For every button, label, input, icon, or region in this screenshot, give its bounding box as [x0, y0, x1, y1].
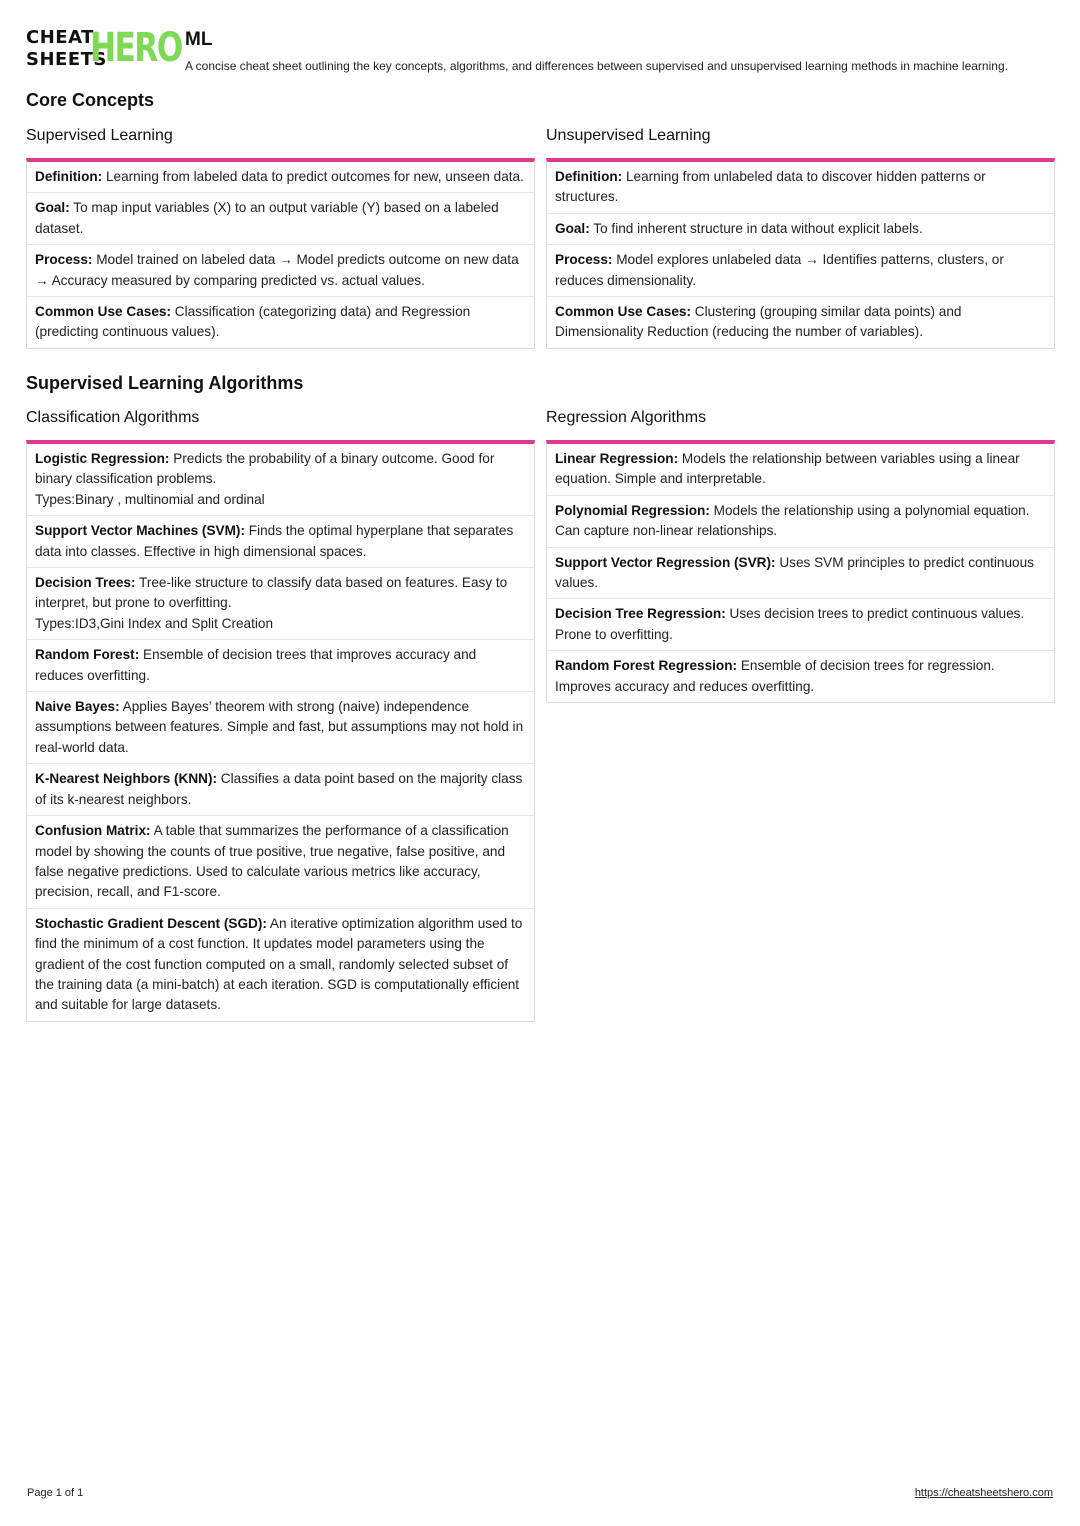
card-unsupervised-learning	[546, 124, 1055, 349]
item-term: Decision Tree Regression:	[555, 606, 726, 622]
item-text: Models the relationship between variables using a linear equation. Simple and interpretable.	[555, 451, 1020, 487]
item-text: A table that summarizes the performance of a classification model by showing the counts of true positive, true negative, false positive, and false negative predictions. Used to calculate various metrics like accuracy, precision, recall, and F1-score.	[35, 823, 509, 900]
list-item	[547, 651, 1054, 702]
list-item	[27, 640, 534, 692]
list-item	[27, 193, 534, 245]
card-title: Unsupervised Learning	[546, 127, 711, 144]
item-term: Stochastic Gradient Descent (SGD):	[35, 915, 267, 931]
section-title-supervised-algorithms: Supervised Learning Algorithms	[26, 373, 304, 393]
item-term: Polynomial Regression:	[555, 502, 710, 518]
item-term: Linear Regression:	[555, 451, 679, 466]
list-item	[547, 548, 1054, 600]
item-term: Random Forest Regression:	[555, 658, 738, 674]
list-item	[27, 516, 534, 568]
item-text: Learning from labeled data to predict outcomes for new, unseen data.	[102, 169, 524, 184]
card-classification-algorithms	[26, 406, 535, 1022]
item-text: Model trained on labeled data → Model predicts outcome on new data → Accuracy measured by comparing predicted vs. actual values.	[35, 252, 519, 288]
item-term: Confusion Matrix:	[35, 823, 151, 839]
section-title-core-concepts: Core Concepts	[26, 90, 155, 110]
card-title: Regression Algorithms	[546, 409, 707, 426]
item-term: Common Use Cases:	[35, 304, 171, 320]
item-term: Goal:	[35, 200, 70, 216]
logo-text-sheets: SHEETS	[26, 49, 107, 70]
page-title: ML	[185, 29, 213, 50]
item-text: Models the relationship using a polynomial equation. Can capture non-linear relationships.	[555, 502, 1030, 539]
item-term: Support Vector Regression (SVR):	[555, 554, 776, 570]
card-body	[546, 158, 1055, 349]
item-types: Types:Binary , multinomial and ordinal	[35, 491, 265, 507]
list-item	[27, 162, 534, 193]
title-block	[185, 28, 1008, 74]
item-text: Tree-like structure to classify data based on features. Easy to interpret, but prone to overfitting.	[35, 575, 508, 611]
item-text: Classification (categorizing data) and Regression (predicting continuous values).	[35, 304, 471, 340]
card-body	[26, 158, 535, 349]
item-types: Types:ID3,Gini Index and Split Creation	[35, 615, 274, 631]
list-item	[547, 444, 1054, 496]
item-text: Uses SVM principles to predict continuous values.	[555, 554, 1034, 591]
card-title: Supervised Learning	[26, 127, 173, 144]
item-term: Decision Trees:	[35, 575, 136, 591]
item-term: Logistic Regression:	[35, 451, 170, 466]
page-header	[26, 26, 1054, 74]
logo-text-hero: HERO	[90, 25, 182, 71]
list-item	[27, 764, 534, 816]
item-text: Predicts the probability of a binary outcome. Good for binary classification problems.	[35, 451, 495, 487]
item-text: Ensemble of decision trees that improves accuracy and reduces overfitting.	[35, 647, 477, 683]
list-item	[547, 297, 1054, 348]
list-item	[547, 214, 1054, 245]
card-title: Classification Algorithms	[26, 409, 200, 426]
list-item	[27, 909, 534, 1021]
item-term: Random Forest:	[35, 647, 140, 663]
item-text: To find inherent structure in data without explicit labels.	[589, 220, 923, 236]
item-text: Finds the optimal hyperplane that separates data into classes. Effective in high dimensional spaces.	[35, 523, 514, 559]
list-item	[547, 496, 1054, 548]
card-body	[546, 440, 1055, 703]
item-term: K-Nearest Neighbors (KNN):	[35, 771, 218, 787]
item-term: Naive Bayes:	[35, 699, 120, 715]
list-item	[27, 816, 534, 909]
item-text: Ensemble of decision trees for regression. Improves accuracy and reduces overfitting.	[555, 658, 995, 694]
cheatsheetshero-logo[interactable]	[26, 25, 182, 72]
item-term: Definition:	[35, 169, 103, 184]
card-body	[26, 440, 535, 1022]
item-text: An iterative optimization algorithm used to find the minimum of a cost function. It updates model parameters using the gradient of the cost function computed on a small, randomly selected subset of the training data (a mini-batch) at each iteration. SGD is computationally efficient and suitable for large datasets.	[35, 915, 523, 1013]
item-text: Uses decision trees to predict continuous values. Prone to overfitting.	[555, 606, 1025, 642]
list-item	[547, 245, 1054, 297]
page-number: Page 1 of 1	[27, 1487, 84, 1499]
site-link[interactable]: https://cheatsheetshero.com	[914, 1487, 1053, 1499]
page-subtitle: A concise cheat sheet outlining the key concepts, algorithms, and differences between supervised and unsupervised learning methods in machine learning.	[185, 59, 1008, 73]
logo-text-cheat: CHEAT	[26, 27, 94, 48]
item-text: Model explores unlabeled data → Identifies patterns, clusters, or reduces dimensionality.	[555, 252, 1004, 288]
item-term: Support Vector Machines (SVM):	[35, 523, 245, 539]
list-item	[27, 568, 534, 640]
item-term: Process:	[555, 252, 613, 268]
list-item	[27, 444, 534, 516]
item-term: Goal:	[555, 220, 590, 236]
list-item	[27, 692, 534, 764]
item-text: Learning from unlabeled data to discover hidden patterns or structures.	[555, 169, 986, 205]
list-item	[27, 245, 534, 297]
list-item	[27, 297, 534, 348]
item-term: Process:	[35, 252, 93, 268]
item-text: Classifies a data point based on the majority class of its k-nearest neighbors.	[35, 771, 523, 807]
card-supervised-learning	[26, 124, 535, 349]
item-term: Definition:	[555, 169, 623, 184]
item-term: Common Use Cases:	[555, 304, 691, 320]
item-text: To map input variables (X) to an output variable (Y) based on a labeled dataset.	[35, 200, 499, 236]
list-item	[547, 599, 1054, 651]
list-item	[547, 162, 1054, 214]
item-text: Clustering (grouping similar data points) and Dimensionality Reduction (reducing the number of variables).	[555, 304, 962, 340]
card-regression-algorithms	[546, 406, 1055, 703]
item-text: Applies Bayes’ theorem with strong (naive) independence assumptions between features. Simple and fast, but assumptions may not hold in real-world data.	[35, 699, 524, 755]
